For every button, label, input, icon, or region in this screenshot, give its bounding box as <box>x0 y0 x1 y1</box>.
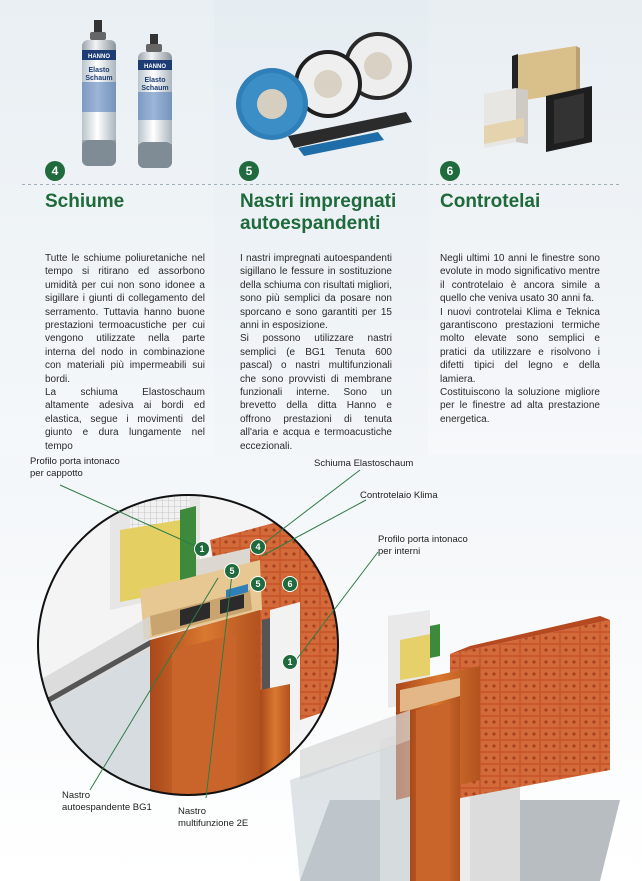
pin-6: 6 <box>282 576 298 592</box>
pin-1-bottom: 1 <box>282 654 298 670</box>
body-nastri <box>240 252 392 453</box>
can-brand: HANNO <box>88 54 110 60</box>
section-divider <box>22 184 622 185</box>
tape-rolls-image <box>228 26 418 166</box>
window-corner-3d <box>290 610 620 881</box>
callout-schiuma: Schiuma Elastoschaum <box>314 458 414 469</box>
foam-cans-image <box>76 20 186 170</box>
can-text-1b: Elasto <box>144 77 166 84</box>
paragraph: Negli ultimi 10 anni le finestre sono evolute in modo significativo mentre il controtelaio è ancora simile a quello che veniva usato 30 anni fa. <box>440 253 600 305</box>
body-schiume <box>45 252 205 453</box>
paragraph: Si possono utilizzare nastri semplici (e BG1 Tenuta 600 pascal) o nastri multifunzionali che sono provvisti di membrane funzionali interne. Sono un brevetto della ditta Hanno e offrono prestazioni di tenuta all'aria e acqua e termoacustiche eccezionali. <box>240 333 392 452</box>
pin-4: 4 <box>250 539 266 555</box>
paragraph: I nuovi controtelai Klima e Teknica garantiscono prestazioni termiche molto elevate sono semplici e pratici da utilizzare e risolvono i difetti tipici del legno e della lamiera. <box>440 306 600 385</box>
subframe-profiles-image <box>476 46 606 156</box>
heading-nastri-line1: Nastri impregnati <box>240 191 397 212</box>
paragraph: La schiuma Elastoschaum altamente adesiva ai bordi ed elastica, segue i movimenti del giunto e dura lungamente nel tempo <box>45 387 205 452</box>
paragraph: I nastri impregnati autoespandenti sigillano le fessure in sostituzione della schiuma con risultati migliori, sono più semplici da posare non sporcano e sono garantiti per 15 anni in esposizione. <box>240 253 392 332</box>
can-brand-2: HANNO <box>144 64 166 70</box>
window-section-diagram <box>0 440 642 881</box>
paragraph: Costituiscono la soluzione migliore per le finestre ad alta prestazione energetica. <box>440 387 600 425</box>
callout-profilo-cappotto: Profilo porta intonaco per cappotto <box>30 456 120 479</box>
callout-profilo-interni: Profilo porta intonaco per interni <box>378 534 468 557</box>
paragraph: Tutte le schiume poliuretaniche nel tempo si ritirano ed assorbono umidità per cui non sono idonee a sigillare i giunti di collegamento del serramento. Tuttavia hanno buone prestazioni termoacustiche per cui vengono utilizzate nella parte interna del nodo in combinazione con materiali più impermeabili sui bordi. <box>45 253 205 385</box>
heading-controtelai: Controtelai <box>440 191 541 212</box>
body-controtelai <box>440 252 600 426</box>
heading-nastri-line2: autoespandenti <box>240 213 381 234</box>
heading-schiume: Schiume <box>45 191 125 212</box>
can-text-2: Schaum <box>85 75 113 82</box>
badge-6: 6 <box>440 161 460 181</box>
pin-1-top: 1 <box>194 541 210 557</box>
callout-nastro-2e: Nastro multifunzione 2E <box>178 806 249 829</box>
can-text-1: Elasto <box>88 67 110 74</box>
can-text-2b: Schaum <box>141 85 169 92</box>
badge-5: 5 <box>239 161 259 181</box>
callout-nastro-bg1: Nastro autoespandente BG1 <box>62 790 152 813</box>
pin-5-a: 5 <box>224 563 240 579</box>
callout-controtelaio: Controtelaio Klima <box>360 490 438 501</box>
badge-4: 4 <box>45 161 65 181</box>
pin-5-b: 5 <box>250 576 266 592</box>
